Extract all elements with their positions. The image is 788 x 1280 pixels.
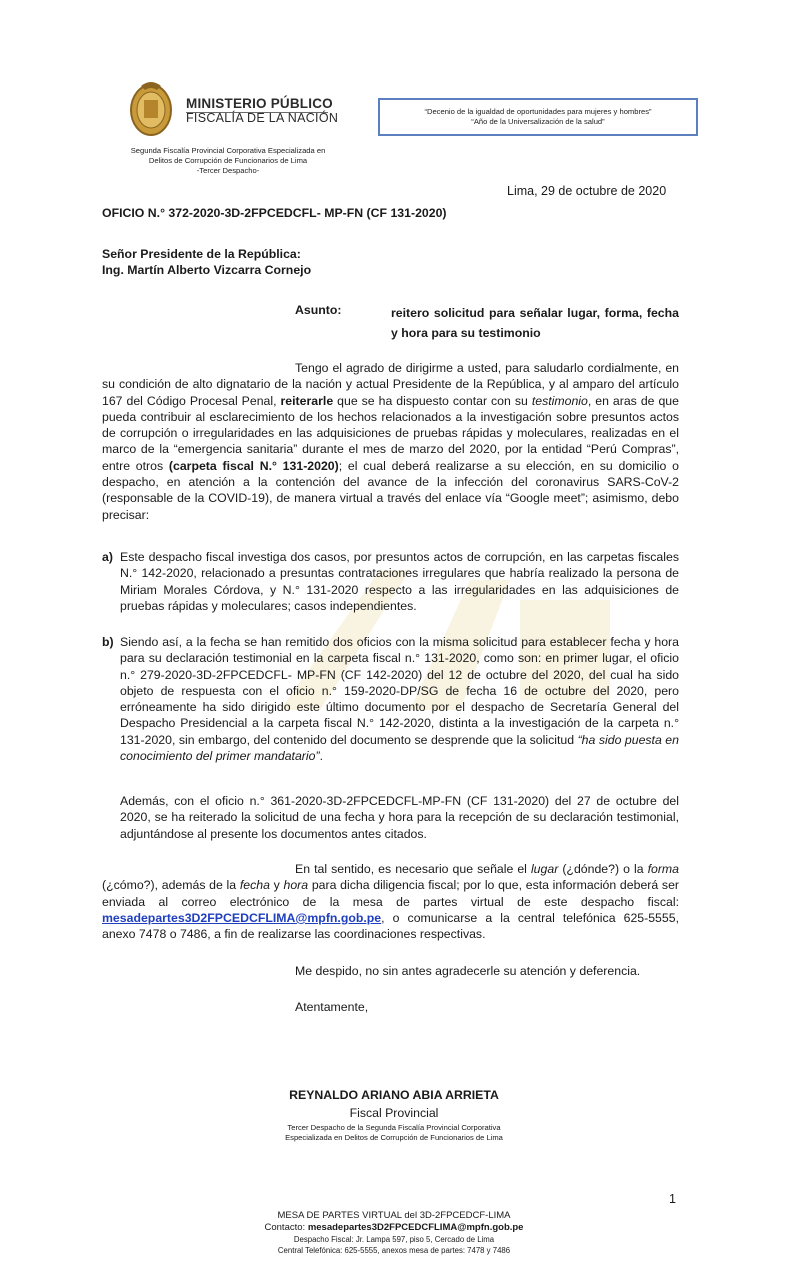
text-run: .: [319, 749, 323, 764]
decree-box: [378, 98, 698, 136]
text-run: Siendo así, a la fecha se han remitido dos oficios con la misma solicitud para establecer fecha y hora para su declaración testimonial en la carpeta fiscal n.° 131-2020, como son: en primer lugar, el oficio n.° 279-2020-3D-2FPCEDCFL- MP-FN (CF 142-2020) del 12 de octubre del 2020, del cual ha sido objeto de respuesta con el oficio n.° 159-2020-DP/SG de fecha 16 de octubre del 2020, pero erróneamente ha sido dirigido este último documento por el despacho de Secretaría General del Despacho Presidencial a la carpeta fiscal N.° 142-2020, distinta a la investigación de la carpeta n.° 131-2020, sin embargo, del contenido del documento se desprende que la solicitud: [120, 635, 679, 747]
footer-contact: [0, 1222, 788, 1234]
text-run-italic: testimonio: [531, 393, 588, 408]
ministerio-publico-seal-logo: [127, 78, 175, 138]
list-item-text: [120, 634, 679, 764]
institution-subname: FISCALÍA DE LA NACIÓN: [186, 111, 339, 125]
list-item-marker: a): [102, 550, 113, 564]
text-run-bold: reiterarle: [280, 393, 334, 408]
signatory-office: [0, 1123, 788, 1143]
text-run-bold: (carpeta fiscal N.° 131-2020): [168, 458, 339, 473]
text-run: que se ha dispuesto contar con su: [333, 393, 532, 408]
subject-label: Asunto:: [295, 303, 342, 317]
text-run: En tal sentido, es necesario que señale el: [295, 862, 531, 876]
text-run-italic: hora: [283, 878, 309, 893]
list-item-b: [102, 634, 679, 784]
footer-contact-email[interactable]: mesadepartes3D2FPCEDCFLIMA@mpfn.gob.pe: [307, 1222, 524, 1233]
regards-line: Atentamente,: [295, 1000, 369, 1014]
decree-line: “Decenio de la igualdad de oportunidades para mujeres y hombres”: [424, 107, 652, 116]
text-run: , o comunicarse a la central telefónica 625-5555, anexo 7478 o 7486, a fin de realizarse las coordinaciones respectivas.: [102, 910, 679, 942]
list-item-b-continuation: [102, 793, 679, 843]
text-run-italic: fecha: [239, 878, 270, 893]
decree-line: “Año de la Universalización de la salud”: [471, 117, 605, 126]
text-run: (¿cómo?), además de la: [102, 878, 240, 893]
subject-text: reitero solicitud para señalar lugar, forma, fecha y hora para su testimonio: [391, 306, 679, 340]
closing-line: Me despido, no sin antes agradecerle su atención y deferencia.: [295, 964, 641, 978]
text-run: (¿dónde?) o la: [558, 862, 648, 876]
department-line: Segunda Fiscalía Provincial Corporativa Especializada en: [130, 146, 326, 155]
department-line: -Tercer Despacho-: [196, 166, 260, 175]
footer-contact-label: Contacto:: [264, 1222, 308, 1233]
page-number: 1: [669, 1192, 676, 1206]
body-paragraph-2: [102, 861, 679, 942]
text-run: para dicha diligencia fiscal; por lo que, esta información deberá ser enviada al correo electrónico de la mesa de partes virtual de este despacho fiscal:: [102, 878, 680, 909]
department-line: Delitos de Corrupción de Funcionarios de Lima: [148, 156, 308, 165]
footer-title: MESA DE PARTES VIRTUAL del 3D-2FPCEDCF-LIMA: [277, 1210, 511, 1221]
text-run-italic: “ha sido puesta en conocimiento del primer mandatario”: [120, 732, 679, 764]
footer-address: Despacho Fiscal: Jr. Lampa 597, piso 5, Cercado de Lima: [293, 1235, 495, 1244]
text-run: ; el cual deberá realizarse a su elección, en su domicilio o despacho, en atención a la contención del avance de la infección del coronavirus SARS-CoV-2 (responsable de la COVID-19), de manera virtual a través del enlace vía “Google meet”; asimismo, debo precisar:: [102, 458, 679, 522]
list-item-marker: b): [102, 635, 114, 649]
list-item-text: Además, con el oficio n.° 361-2020-3D-2FPCEDCFL-MP-FN (CF 131-2020) del 27 de octubre del 2020, se ha reiterado la solicitud de una fecha y hora para la recepción de su declaración testimonial, adjuntándose al presente los documentos antes citados.: [120, 794, 679, 841]
text-run-italic: lugar: [530, 862, 559, 876]
signatory-name: REYNALDO ARIANO ABIA ARRIETA: [289, 1088, 499, 1102]
email-link[interactable]: mesadepartes3D2FPCEDCFLIMA@mpfn.gob.pe: [102, 910, 382, 925]
signatory-office-line: Tercer Despacho de la Segunda Fiscalía Provincial Corporativa: [287, 1123, 501, 1132]
text-run: , en aras de que pueda contribuir al esclarecimiento de los hechos relacionados a la investigación sobre presuntos actos de corrupción o irregularidades en las adquisiciones de pruebas rápidas y moleculares, realizadas en el marco de la “emergencia sanitaria” durante el mes de marzo del 2020, por la entidad “Perú Compras”, entre otros: [102, 393, 679, 473]
addressee-title: Señor Presidente de la República:: [102, 247, 301, 261]
body-paragraph-1: [102, 360, 679, 523]
footer-phone: Central Telefónica: 625-5555, anexos mesa de partes: 7478 y 7486: [277, 1246, 511, 1255]
document-date: Lima, 29 de octubre de 2020: [507, 184, 667, 198]
signatory-office-line: Especializada en Delitos de Corrupción de Funcionarios de Lima: [285, 1133, 503, 1142]
institution-name: MINISTERIO PÚBLICO: [186, 96, 333, 111]
text-run: y: [269, 878, 284, 893]
addressee-name: Ing. Martín Alberto Vizcarra Cornejo: [102, 263, 312, 277]
text-run: Tengo el agrado de dirigirme a usted, para saludarlo cordialmente, en su condición de alto dignatario de la nación y actual Presidente de la República, y al amparo del artículo 167 del Código Procesal Penal,: [102, 361, 679, 408]
oficio-number: OFICIO N.° 372-2020-3D-2FPCEDCFL- MP-FN (CF 131-2020): [102, 206, 447, 220]
page-footer: [0, 1210, 788, 1256]
signatory-title: Fiscal Provincial: [349, 1106, 439, 1120]
list-item-a: [102, 549, 679, 615]
department-label: [100, 146, 356, 176]
text-run-italic: forma: [647, 862, 680, 876]
list-item-text: Este despacho fiscal investiga dos casos, por presuntos actos de corrupción, en las carpetas fiscales N.° 142-2020, relacionado a presuntas contrataciones irregulares que habría realizado la persona de Miriam Morales Córdova, y N.° 131-2020 respecto a las irregularidades en las adquisiciones de pruebas rápidas y moleculares; casos independientes.: [120, 550, 679, 613]
addressee: [102, 246, 311, 278]
